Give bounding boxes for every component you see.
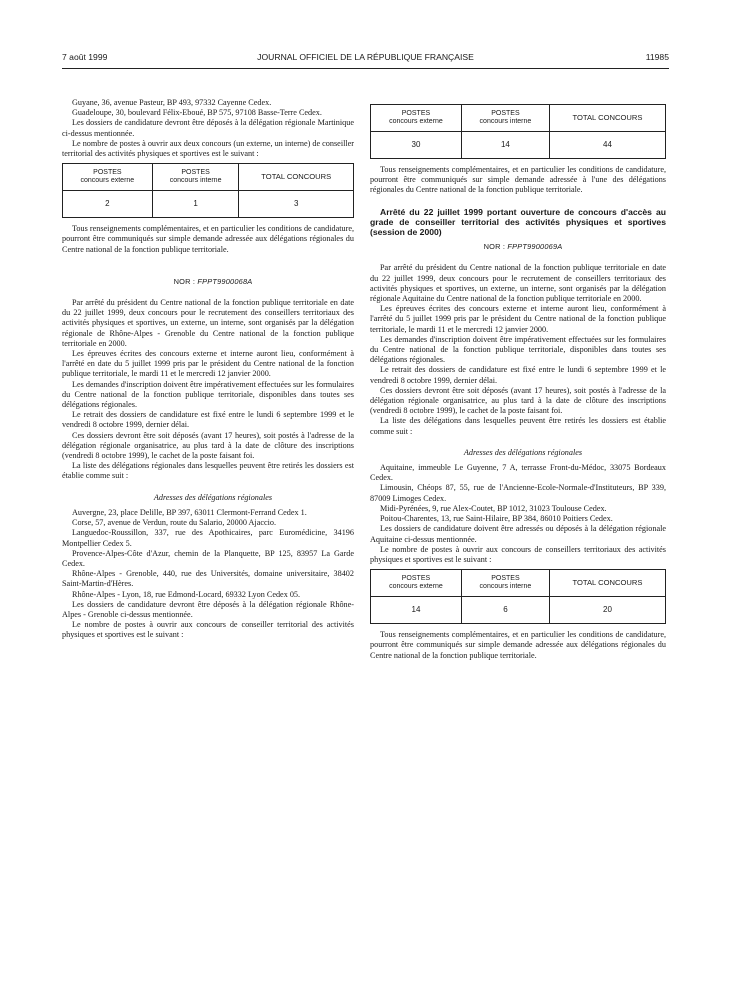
column-header-externe: POSTES concours externe [371,570,462,597]
column-header-interne: POSTES concours interne [461,570,549,597]
paragraph: Les épreuves écrites des concours externe et interne auront lieu, conformément à l'arrêté du 5 juillet 1999 pris par le président du Centre national de la fonction publique territoriale, le mardi 11 et le mercredi 12 janvier 2000. [370,304,666,334]
address-paca: Provence-Alpes-Côte d'Azur, chemin de la Planquette, BP 125, 83957 La Garde Cedex. [62,548,354,568]
paragraph: Par arrêté du président du Centre national de la fonction publique territoriale en date du 22 juillet 1999, deux concours pour le recrutement de conseillers territoriaux des activités physiques et sportives, un externe, un interne, sont organisés par la délégation régionale Aquitaine du Centre national de la fonction publique territoriale en 2000. [370,263,666,304]
cell-total: 3 [239,191,354,218]
address-corse: Corse, 57, avenue de Verdun, route du Salario, 20000 Ajaccio. [72,518,277,528]
address-guyane: Guyane, 36, avenue Pasteur, BP 493, 97332 Cayenne Cedex. [72,98,272,107]
address-aquitaine: Aquitaine, immeuble Le Guyenne, 7 A, terrasse Front-du-Médoc, 33075 Bordeaux Cedex. [370,463,666,483]
nor-reference: NOR : FPPT9900069A [483,242,563,252]
right-column [370,104,666,661]
column-header-interne: POSTES concours interne [152,164,239,191]
address-auvergne: Auvergne, 23, place Delille, BP 397, 63011 Clermont-Ferrand Cedex 1. [72,507,307,517]
paragraph: Les dossiers de candidature doivent être adressés ou déposés à la délégation régionale Aquitaine ci-dessus mentionnée. [370,524,666,544]
cell-externe: 2 [63,191,153,218]
column-header-externe: POSTES concours externe [371,105,462,132]
paragraph: Les demandes d'inscription doivent être impérativement effectuées sur les formulaires du Centre national de la fonction publique territoriale, disponibles dans toutes ses délégations régionales. [62,379,354,410]
paragraph: La liste des délégations dans lesquelles peuvent être retirés les dossiers est établie comme suit : [370,416,666,436]
address-limousin: Limousin, Chéops 87, 55, rue de l'Ancienne-Ecole-Normale-d'Instituteurs, BP 339, 87009 Limoges Cedex. [370,483,666,503]
paragraph: Les épreuves écrites des concours externe et interne auront lieu, conformément à l'arrêté en date du 5 juillet 1999 pris par le président du Centre national de la fonction publique territoriale, le mardi 11 et le mercredi 12 janvier 2000. [62,349,354,379]
cell-total: 44 [549,132,665,159]
column-header-total: TOTAL CONCOURS [239,164,354,191]
address-guadeloupe: Guadeloupe, 30, boulevard Félix-Eboué, BP 575, 97108 Basse-Terre Cedex. [72,108,322,118]
paragraph: La liste des délégations régionales dans lesquelles peuvent être retirés les dossiers est établie comme suit : [62,461,354,481]
paragraph: Le nombre de postes à ouvrir aux deux concours (un externe, un interne) de conseiller territorial des activités physiques et sportives est le suivant : [62,138,354,159]
address-grenoble: Rhône-Alpes - Grenoble, 440, rue des Universités, domaine universitaire, 38402 Saint-Martin-d'Hères. [62,569,354,589]
postes-table-martinique [62,163,354,218]
address-poitou-charentes: Poitou-Charentes, 13, rue Saint-Hilaire, BP 384, 86010 Poitiers Cedex. [380,514,613,524]
paragraph: Les dossiers de candidature devront être déposés à la délégation régionale Rhône-Alpes - Grenoble ci-dessus mentionnée. [62,599,354,619]
address-midi-pyrenees: Midi-Pyrénées, 9, rue Alex-Coutet, BP 1012, 31023 Toulouse Cedex. [380,503,607,513]
column-header-total: TOTAL CONCOURS [549,570,665,597]
cell-interne: 1 [152,191,239,218]
column-header-interne: POSTES concours interne [461,105,549,132]
paragraph: Ces dossiers devront être soit déposés (avant 17 heures), soit postés à l'adresse de la délégation régionale organisatrice, au plus tard à la date de clôture des inscriptions (vendredi 8 octobre 1999), le cachet de la poste faisant foi. [62,430,354,461]
nor-reference: NOR : FPPT9900068A [173,276,253,286]
arrete-title: Arrêté du 22 juillet 1999 portant ouverture de concours d'accès au grade de conseiller territorial des activités physiques et sportives (session de 2000) [370,206,666,238]
paragraph: Tous renseignements complémentaires, et en particulier les conditions de candidature, pourront être communiqués sur simple demande adressée aux délégations régionales du Centre national de la fonction publique territoriale. [62,224,354,254]
paragraph: Le nombre de postes à ouvrir aux concours de conseillers territoriaux des activités physiques et sportives est le suivant : [370,544,666,564]
column-header-externe: POSTES concours externe [63,164,153,191]
cell-total: 20 [549,597,665,624]
addresses-subtitle: Adresses des délégations régionales [463,447,583,457]
paragraph: Le retrait des dossiers de candidature est fixé entre le lundi 6 septembre 1999 et le vendredi 8 octobre 1999, dernier délai. [62,410,354,430]
address-languedoc: Languedoc-Roussillon, 337, rue des Apothicaires, parc Euromédicine, 34196 Montpellier Cedex 5. [62,528,354,548]
cell-interne: 6 [461,597,549,624]
cell-interne: 14 [461,132,549,159]
cell-externe: 30 [371,132,462,159]
postes-table-aquitaine [370,569,666,624]
paragraph: Le retrait des dossiers de candidature est fixé entre le lundi 6 septembre 1999 et le vendredi 8 octobre 1999, dernier délai. [370,365,666,385]
addresses-subtitle: Adresses des délégations régionales [153,492,273,502]
postes-table-grenoble [370,104,666,159]
paragraph: Les dossiers de candidature devront être déposés à la délégation régionale Martinique ci-dessus mentionnée. [62,118,354,138]
paragraph: Tous renseignements complémentaires, et en particulier les conditions de candidature, pourront être communiqués sur simple demande adressée à l'une des délégations régionales du Centre national de la fonction publique territoriale. [370,165,666,195]
paragraph: Les demandes d'inscription doivent être impérativement effectuées sur les formulaires du Centre national de la fonction publique territoriale, disponibles dans toutes ses délégations régionales. [370,334,666,365]
page-number: 11985 [645,52,669,62]
column-header-total: TOTAL CONCOURS [549,105,665,132]
paragraph: Ces dossiers devront être soit déposés (avant 17 heures), soit postés à l'adresse de la délégation régionale organisatrice, au plus tard à la date de clôture des inscriptions (vendredi 8 octobre 1999), le cachet de la poste faisant foi. [370,385,666,416]
cell-externe: 14 [371,597,462,624]
page-header [62,52,669,69]
address-lyon: Rhône-Alpes - Lyon, 18, rue Edmond-Locard, 69332 Lyon Cedex 05. [72,589,301,599]
journal-title: JOURNAL OFFICIEL DE LA RÉPUBLIQUE FRANÇAISE [257,52,474,62]
paragraph: Tous renseignements complémentaires, et en particulier les conditions de candidature, pourront être communiqués sur simple demande adressée aux délégations régionales du Centre national de la fonction publique territoriale. [370,630,666,660]
paragraph: Par arrêté du président du Centre national de la fonction publique territoriale en date du 22 juillet 1999, deux concours pour le recrutement des conseillers territoriaux des activités physiques et sportives, un externe, un interne, sont organisés par la délégation régionale de Rhône-Alpes - Grenoble du Centre national de la fonction publique territoriale en 2000. [62,298,354,348]
left-column [62,98,354,641]
paragraph: Le nombre de postes à ouvrir aux concours de conseiller territorial des activités physiques et sportives est le suivant : [62,620,354,640]
header-date: 7 août 1999 [62,52,108,62]
